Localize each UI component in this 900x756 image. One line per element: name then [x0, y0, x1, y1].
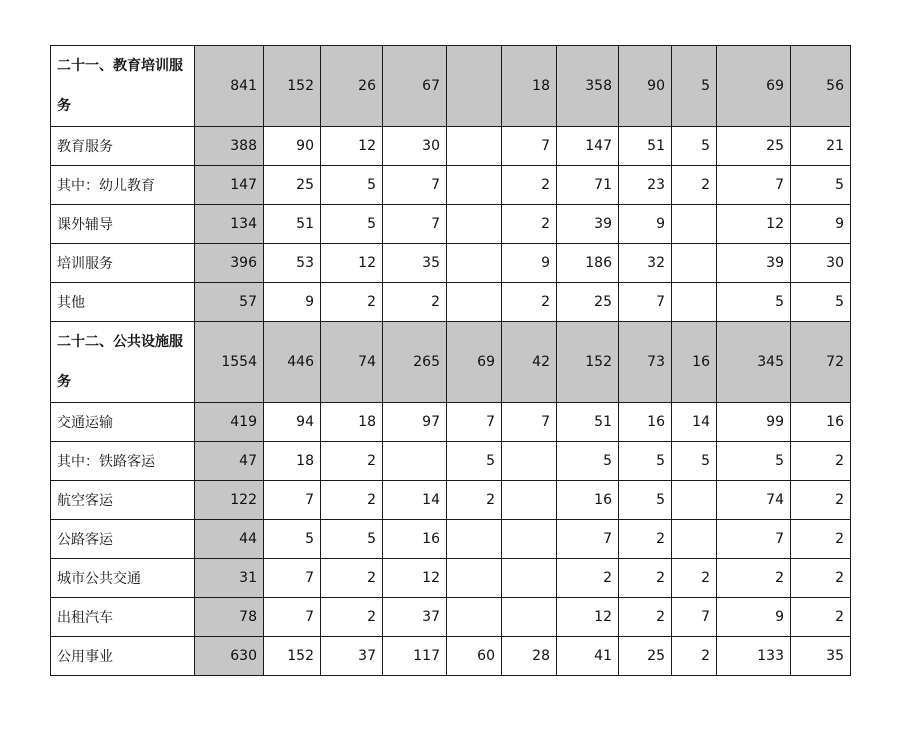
value-cell: 2 — [619, 559, 672, 598]
table-row — [51, 598, 851, 637]
total-cell: 78 — [195, 598, 264, 637]
value-cell — [672, 283, 717, 322]
value-cell: 72 — [791, 322, 851, 403]
value-cell: 152 — [557, 322, 619, 403]
value-cell: 2 — [791, 520, 851, 559]
value-cell: 2 — [672, 637, 717, 676]
value-cell: 9 — [791, 205, 851, 244]
value-cell: 5 — [321, 520, 383, 559]
value-cell: 7 — [264, 598, 321, 637]
value-cell: 2 — [791, 559, 851, 598]
value-cell: 71 — [557, 166, 619, 205]
row-label: 其中：铁路客运 — [51, 442, 195, 481]
row-label: 培训服务 — [51, 244, 195, 283]
value-cell: 5 — [321, 166, 383, 205]
value-cell: 2 — [791, 481, 851, 520]
value-cell: 5 — [672, 46, 717, 127]
value-cell: 2 — [619, 598, 672, 637]
value-cell — [447, 166, 502, 205]
value-cell: 12 — [383, 559, 447, 598]
value-cell: 51 — [619, 127, 672, 166]
value-cell: 18 — [321, 403, 383, 442]
value-cell: 2 — [619, 520, 672, 559]
value-cell: 2 — [321, 598, 383, 637]
value-cell: 39 — [717, 244, 791, 283]
value-cell: 152 — [264, 637, 321, 676]
value-cell — [447, 205, 502, 244]
value-cell: 21 — [791, 127, 851, 166]
value-cell: 74 — [321, 322, 383, 403]
value-cell: 16 — [383, 520, 447, 559]
value-cell: 2 — [557, 559, 619, 598]
value-cell: 73 — [619, 322, 672, 403]
group-label: 二十二、公共设施服务 — [51, 322, 195, 403]
table-row — [51, 520, 851, 559]
value-cell: 5 — [321, 205, 383, 244]
value-cell: 35 — [791, 637, 851, 676]
table-row — [51, 283, 851, 322]
value-cell: 5 — [791, 283, 851, 322]
value-cell: 32 — [619, 244, 672, 283]
value-cell: 25 — [557, 283, 619, 322]
table-row — [51, 559, 851, 598]
value-cell: 99 — [717, 403, 791, 442]
table-row — [51, 205, 851, 244]
value-cell — [447, 46, 502, 127]
value-cell: 7 — [717, 166, 791, 205]
table-row — [51, 442, 851, 481]
table-row — [51, 481, 851, 520]
value-cell: 30 — [791, 244, 851, 283]
value-cell: 2 — [502, 205, 557, 244]
value-cell: 14 — [672, 403, 717, 442]
value-cell: 28 — [502, 637, 557, 676]
value-cell: 42 — [502, 322, 557, 403]
value-cell: 39 — [557, 205, 619, 244]
value-cell: 2 — [717, 559, 791, 598]
value-cell — [447, 598, 502, 637]
total-cell: 31 — [195, 559, 264, 598]
value-cell: 2 — [672, 166, 717, 205]
value-cell: 12 — [557, 598, 619, 637]
row-label: 出租汽车 — [51, 598, 195, 637]
row-label: 公路客运 — [51, 520, 195, 559]
value-cell: 9 — [619, 205, 672, 244]
value-cell: 12 — [321, 244, 383, 283]
value-cell: 5 — [447, 442, 502, 481]
row-label: 课外辅导 — [51, 205, 195, 244]
value-cell: 37 — [321, 637, 383, 676]
value-cell: 7 — [557, 520, 619, 559]
value-cell — [502, 598, 557, 637]
value-cell: 446 — [264, 322, 321, 403]
total-cell: 57 — [195, 283, 264, 322]
group-label: 二十一、教育培训服务 — [51, 46, 195, 127]
value-cell: 2 — [791, 598, 851, 637]
value-cell: 7 — [502, 403, 557, 442]
value-cell: 358 — [557, 46, 619, 127]
value-cell: 7 — [383, 166, 447, 205]
value-cell: 16 — [557, 481, 619, 520]
value-cell: 12 — [717, 205, 791, 244]
total-cell: 630 — [195, 637, 264, 676]
value-cell: 2 — [672, 559, 717, 598]
value-cell: 5 — [791, 166, 851, 205]
value-cell — [672, 481, 717, 520]
value-cell: 53 — [264, 244, 321, 283]
row-label: 教育服务 — [51, 127, 195, 166]
group-row — [51, 322, 851, 403]
value-cell — [447, 520, 502, 559]
value-cell: 5 — [264, 520, 321, 559]
value-cell: 2 — [321, 481, 383, 520]
table-row — [51, 637, 851, 676]
statistics-table — [50, 45, 851, 676]
value-cell: 56 — [791, 46, 851, 127]
value-cell: 5 — [672, 127, 717, 166]
value-cell: 7 — [383, 205, 447, 244]
value-cell — [447, 244, 502, 283]
value-cell: 345 — [717, 322, 791, 403]
total-cell: 44 — [195, 520, 264, 559]
value-cell: 18 — [502, 46, 557, 127]
total-cell: 134 — [195, 205, 264, 244]
value-cell: 5 — [619, 442, 672, 481]
value-cell — [672, 520, 717, 559]
value-cell: 9 — [502, 244, 557, 283]
total-cell: 122 — [195, 481, 264, 520]
value-cell: 25 — [717, 127, 791, 166]
value-cell: 16 — [619, 403, 672, 442]
group-row — [51, 46, 851, 127]
value-cell — [502, 442, 557, 481]
value-cell: 12 — [321, 127, 383, 166]
total-cell: 396 — [195, 244, 264, 283]
value-cell: 117 — [383, 637, 447, 676]
value-cell: 2 — [321, 442, 383, 481]
value-cell: 9 — [717, 598, 791, 637]
value-cell: 35 — [383, 244, 447, 283]
value-cell: 7 — [502, 127, 557, 166]
value-cell: 2 — [321, 283, 383, 322]
value-cell: 18 — [264, 442, 321, 481]
total-cell: 841 — [195, 46, 264, 127]
table-row — [51, 403, 851, 442]
value-cell: 2 — [321, 559, 383, 598]
value-cell: 7 — [619, 283, 672, 322]
total-cell: 419 — [195, 403, 264, 442]
total-cell: 388 — [195, 127, 264, 166]
value-cell: 7 — [264, 559, 321, 598]
value-cell: 51 — [557, 403, 619, 442]
value-cell: 5 — [717, 442, 791, 481]
value-cell: 16 — [672, 322, 717, 403]
value-cell — [383, 442, 447, 481]
row-label: 公用事业 — [51, 637, 195, 676]
value-cell: 97 — [383, 403, 447, 442]
value-cell: 90 — [264, 127, 321, 166]
value-cell — [447, 283, 502, 322]
value-cell — [502, 559, 557, 598]
row-label: 交通运输 — [51, 403, 195, 442]
value-cell: 147 — [557, 127, 619, 166]
value-cell: 5 — [619, 481, 672, 520]
row-label: 其他 — [51, 283, 195, 322]
value-cell: 5 — [557, 442, 619, 481]
total-cell: 1554 — [195, 322, 264, 403]
value-cell: 2 — [502, 166, 557, 205]
value-cell: 30 — [383, 127, 447, 166]
value-cell: 26 — [321, 46, 383, 127]
value-cell: 60 — [447, 637, 502, 676]
value-cell — [502, 520, 557, 559]
table-row — [51, 166, 851, 205]
table-body — [51, 46, 851, 676]
total-cell: 147 — [195, 166, 264, 205]
value-cell: 5 — [672, 442, 717, 481]
value-cell: 25 — [264, 166, 321, 205]
value-cell: 7 — [672, 598, 717, 637]
value-cell: 69 — [447, 322, 502, 403]
table-row — [51, 127, 851, 166]
value-cell: 2 — [502, 283, 557, 322]
value-cell — [672, 205, 717, 244]
value-cell: 7 — [447, 403, 502, 442]
value-cell: 90 — [619, 46, 672, 127]
value-cell: 41 — [557, 637, 619, 676]
value-cell: 67 — [383, 46, 447, 127]
value-cell — [672, 244, 717, 283]
row-label: 其中：幼儿教育 — [51, 166, 195, 205]
value-cell — [447, 559, 502, 598]
value-cell: 9 — [264, 283, 321, 322]
value-cell: 51 — [264, 205, 321, 244]
value-cell: 186 — [557, 244, 619, 283]
value-cell: 74 — [717, 481, 791, 520]
value-cell: 152 — [264, 46, 321, 127]
total-cell: 47 — [195, 442, 264, 481]
value-cell: 2 — [383, 283, 447, 322]
value-cell: 265 — [383, 322, 447, 403]
table-row — [51, 244, 851, 283]
value-cell: 69 — [717, 46, 791, 127]
value-cell — [502, 481, 557, 520]
value-cell: 133 — [717, 637, 791, 676]
row-label: 航空客运 — [51, 481, 195, 520]
value-cell: 2 — [791, 442, 851, 481]
value-cell: 94 — [264, 403, 321, 442]
value-cell: 37 — [383, 598, 447, 637]
value-cell: 25 — [619, 637, 672, 676]
value-cell: 5 — [717, 283, 791, 322]
value-cell: 7 — [717, 520, 791, 559]
row-label: 城市公共交通 — [51, 559, 195, 598]
value-cell — [447, 127, 502, 166]
value-cell: 7 — [264, 481, 321, 520]
value-cell: 2 — [447, 481, 502, 520]
value-cell: 23 — [619, 166, 672, 205]
value-cell: 14 — [383, 481, 447, 520]
value-cell: 16 — [791, 403, 851, 442]
